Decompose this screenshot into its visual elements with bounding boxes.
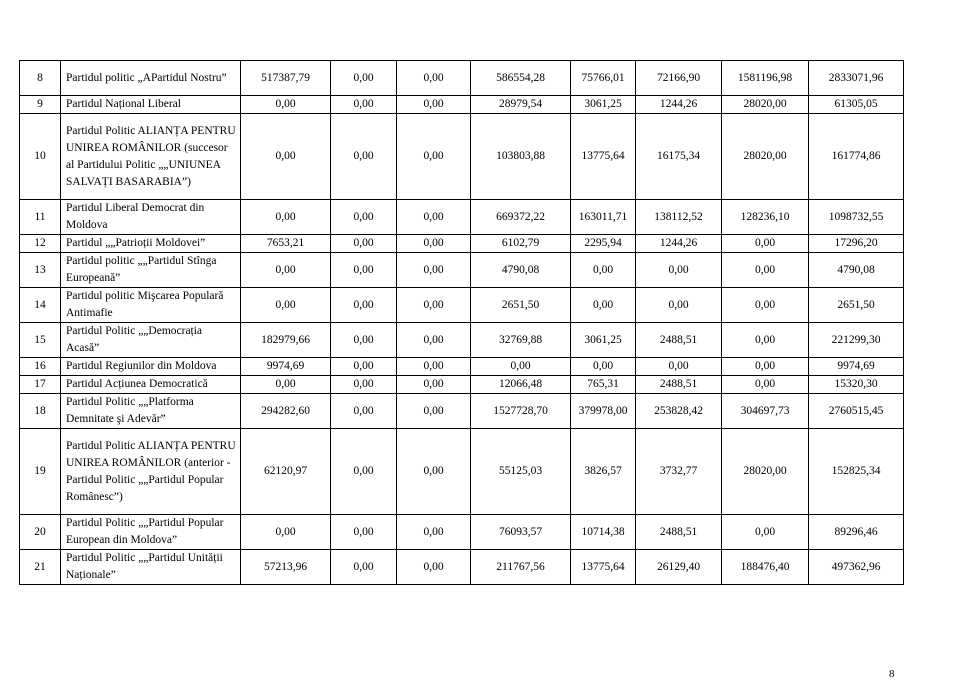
amount-cell: 0,00 [397,394,471,429]
amount-cell: 379978,00 [571,394,636,429]
amount-cell: 3061,25 [571,96,636,114]
amount-cell: 586554,28 [471,61,571,96]
amount-cell: 0,00 [397,235,471,253]
amount-cell: 9974,69 [241,358,331,376]
amount-cell: 0,00 [241,200,331,235]
amount-cell: 0,00 [397,550,471,585]
amount-cell: 0,00 [241,515,331,550]
amount-cell: 0,00 [331,200,397,235]
amount-cell: 0,00 [397,114,471,200]
table-row [20,429,904,515]
table-row [20,96,904,114]
amount-cell: 2651,50 [471,288,571,323]
table-row [20,515,904,550]
amount-cell: 304697,73 [722,394,809,429]
amount-cell: 7653,21 [241,235,331,253]
amount-cell: 0,00 [331,394,397,429]
party-name: Partidul Politic „„Democrația Acasă” [61,323,241,358]
amount-cell: 0,00 [722,358,809,376]
amount-cell: 28979,54 [471,96,571,114]
amount-cell: 0,00 [722,253,809,288]
amount-cell: 0,00 [471,358,571,376]
amount-cell: 0,00 [397,253,471,288]
amount-cell: 28020,00 [722,114,809,200]
amount-cell: 0,00 [331,323,397,358]
amount-cell: 0,00 [397,288,471,323]
party-name: Partidul politic Mişcarea Populară Antimafie [61,288,241,323]
party-name: Partidul Politic „„Partidul Popular European din Moldova” [61,515,241,550]
total-cell: 2760515,45 [809,394,904,429]
amount-cell: 0,00 [241,376,331,394]
amount-cell: 188476,40 [722,550,809,585]
amount-cell: 0,00 [571,358,636,376]
amount-cell: 72166,90 [636,61,722,96]
amount-cell: 0,00 [331,96,397,114]
amount-cell: 0,00 [241,253,331,288]
party-name: Partidul „„Patrioții Moldovei” [61,235,241,253]
amount-cell: 0,00 [636,358,722,376]
amount-cell: 0,00 [722,323,809,358]
party-name: Partidul politic „APartidul Nostru” [61,61,241,96]
row-number: 15 [20,323,61,358]
party-name: Partidul Acțiunea Democratică [61,376,241,394]
row-number: 20 [20,515,61,550]
row-number: 13 [20,253,61,288]
amount-cell: 1244,26 [636,235,722,253]
amount-cell: 163011,71 [571,200,636,235]
amount-cell: 0,00 [397,358,471,376]
table-row [20,200,904,235]
party-name: Partidul Politic ALIANȚA PENTRU UNIREA ROMÂNILOR (anterior - Partidul Politic „„Partidul Popular Românesc”) [61,429,241,515]
total-cell: 152825,34 [809,429,904,515]
total-cell: 2651,50 [809,288,904,323]
amount-cell: 128236,10 [722,200,809,235]
amount-cell: 0,00 [331,61,397,96]
amount-cell: 16175,34 [636,114,722,200]
row-number: 16 [20,358,61,376]
amount-cell: 0,00 [722,235,809,253]
table-row [20,235,904,253]
total-cell: 9974,69 [809,358,904,376]
page-number: 8 [889,668,895,680]
amount-cell: 0,00 [722,515,809,550]
amount-cell: 253828,42 [636,394,722,429]
row-number: 8 [20,61,61,96]
row-number: 14 [20,288,61,323]
total-cell: 61305,05 [809,96,904,114]
amount-cell: 1527728,70 [471,394,571,429]
amount-cell: 138112,52 [636,200,722,235]
row-number: 19 [20,429,61,515]
amount-cell: 32769,88 [471,323,571,358]
amount-cell: 0,00 [331,376,397,394]
amount-cell: 28020,00 [722,96,809,114]
amount-cell: 0,00 [331,550,397,585]
row-number: 10 [20,114,61,200]
table-row [20,376,904,394]
party-name: Partidul Politic „„Platforma Demnitate şi Adevăr” [61,394,241,429]
amount-cell: 0,00 [397,376,471,394]
amount-cell: 0,00 [331,429,397,515]
amount-cell: 75766,01 [571,61,636,96]
amount-cell: 13775,64 [571,550,636,585]
amount-cell: 0,00 [722,376,809,394]
total-cell: 89296,46 [809,515,904,550]
amount-cell: 0,00 [397,429,471,515]
amount-cell: 211767,56 [471,550,571,585]
total-cell: 15320,30 [809,376,904,394]
party-name: Partidul politic „„Partidul Stînga Europeană” [61,253,241,288]
amount-cell: 0,00 [331,235,397,253]
row-number: 11 [20,200,61,235]
amount-cell: 1244,26 [636,96,722,114]
amount-cell: 0,00 [331,288,397,323]
table-row [20,114,904,200]
table-row [20,288,904,323]
amount-cell: 103803,88 [471,114,571,200]
amount-cell: 0,00 [241,114,331,200]
total-cell: 17296,20 [809,235,904,253]
row-number: 18 [20,394,61,429]
table-row [20,358,904,376]
amount-cell: 0,00 [331,515,397,550]
amount-cell: 0,00 [397,515,471,550]
amount-cell: 0,00 [636,253,722,288]
party-name: Partidul Regiunilor din Moldova [61,358,241,376]
amount-cell: 2488,51 [636,376,722,394]
parties-financing-table [19,60,904,585]
amount-cell: 55125,03 [471,429,571,515]
table-body [20,61,904,585]
party-name: Partidul Național Liberal [61,96,241,114]
amount-cell: 0,00 [397,200,471,235]
row-number: 12 [20,235,61,253]
total-cell: 1098732,55 [809,200,904,235]
amount-cell: 669372,22 [471,200,571,235]
amount-cell: 0,00 [397,323,471,358]
amount-cell: 28020,00 [722,429,809,515]
amount-cell: 0,00 [571,288,636,323]
amount-cell: 294282,60 [241,394,331,429]
amount-cell: 517387,79 [241,61,331,96]
amount-cell: 3826,57 [571,429,636,515]
amount-cell: 26129,40 [636,550,722,585]
amount-cell: 13775,64 [571,114,636,200]
amount-cell: 62120,97 [241,429,331,515]
amount-cell: 2488,51 [636,323,722,358]
table-row [20,550,904,585]
party-name: Partidul Liberal Democrat din Moldova [61,200,241,235]
amount-cell: 0,00 [241,288,331,323]
table-row [20,394,904,429]
amount-cell: 0,00 [331,253,397,288]
amount-cell: 3732,77 [636,429,722,515]
amount-cell: 3061,25 [571,323,636,358]
amount-cell: 1581196,98 [722,61,809,96]
amount-cell: 0,00 [397,96,471,114]
amount-cell: 57213,96 [241,550,331,585]
amount-cell: 182979,66 [241,323,331,358]
amount-cell: 6102,79 [471,235,571,253]
amount-cell: 0,00 [397,61,471,96]
row-number: 21 [20,550,61,585]
table-row [20,61,904,96]
total-cell: 497362,96 [809,550,904,585]
amount-cell: 0,00 [331,358,397,376]
amount-cell: 765,31 [571,376,636,394]
total-cell: 161774,86 [809,114,904,200]
total-cell: 221299,30 [809,323,904,358]
party-name: Partidul Politic ALIANȚA PENTRU UNIREA ROMÂNILOR (succesor al Partidului Politic „„UNIUNEA SALVAȚI BASARABIA”) [61,114,241,200]
amount-cell: 76093,57 [471,515,571,550]
amount-cell: 12066,48 [471,376,571,394]
amount-cell: 0,00 [636,288,722,323]
amount-cell: 0,00 [722,288,809,323]
amount-cell: 2295,94 [571,235,636,253]
table-row [20,323,904,358]
total-cell: 4790,08 [809,253,904,288]
amount-cell: 2488,51 [636,515,722,550]
amount-cell: 0,00 [241,96,331,114]
amount-cell: 4790,08 [471,253,571,288]
total-cell: 2833071,96 [809,61,904,96]
amount-cell: 0,00 [571,253,636,288]
row-number: 9 [20,96,61,114]
row-number: 17 [20,376,61,394]
amount-cell: 10714,38 [571,515,636,550]
party-name: Partidul Politic „„Partidul Unității Naționale” [61,550,241,585]
amount-cell: 0,00 [331,114,397,200]
table-row [20,253,904,288]
